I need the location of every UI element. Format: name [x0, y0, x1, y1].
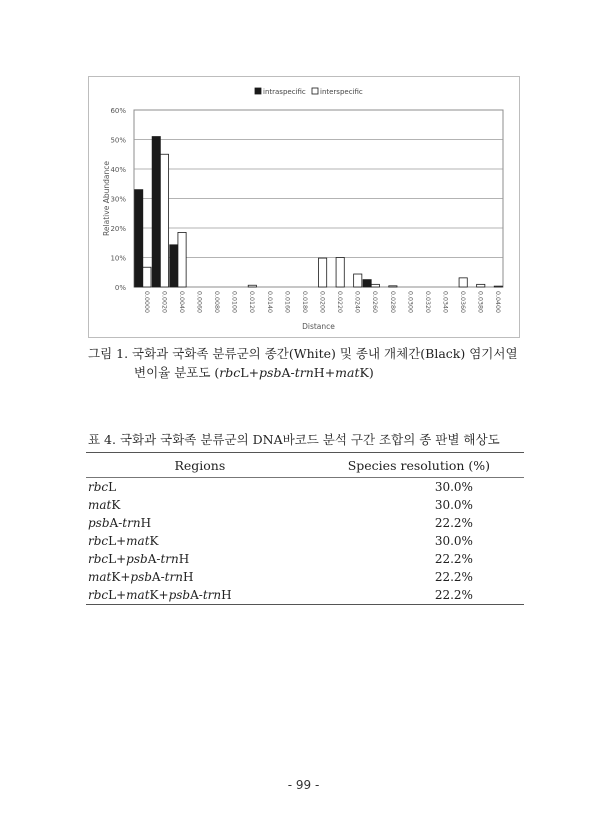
resolution-cell: 22.2% — [434, 570, 473, 584]
x-tick-label: 0.0360 — [459, 291, 467, 314]
bar-interspecific — [389, 286, 397, 287]
bar-interspecific — [248, 285, 256, 287]
bar-interspecific — [477, 284, 485, 287]
x-axis-label: Distance — [302, 322, 335, 331]
x-tick-label: 0.0120 — [248, 291, 256, 314]
x-tick-label: 0.0060 — [195, 291, 203, 314]
y-tick-label: 50% — [110, 136, 126, 145]
table-row — [86, 586, 524, 605]
region-cell: matK+psbA-trnH — [88, 570, 194, 584]
bar-interspecific — [336, 258, 344, 288]
region-cell: rbcL — [88, 480, 117, 494]
table-row — [86, 568, 524, 586]
region-cell: psbA-trnH — [88, 516, 152, 530]
figure-caption-line2: 변이율 분포도 (rbcL+psbA-trnH+matK) — [134, 365, 374, 380]
figure-caption-line1: 그림 1. 국화과 국화족 분류군의 종간(White) 및 종내 개체간(Black) 염기서열 — [88, 346, 518, 361]
region-cell: rbcL+matK — [88, 534, 159, 548]
x-tick-label: 0.0220 — [336, 291, 344, 314]
resolution-cell: 22.2% — [434, 516, 473, 530]
bar-interspecific — [143, 267, 151, 287]
resolution-cell: 22.2% — [314, 586, 524, 605]
resolution-cell: 30.0% — [434, 498, 473, 512]
bar-intraspecific — [135, 190, 143, 287]
x-tick-label: 0.0020 — [160, 291, 168, 314]
table-row — [86, 550, 524, 568]
bar-intraspecific — [152, 137, 160, 287]
y-tick-label: 20% — [110, 225, 126, 233]
table-row — [86, 478, 524, 497]
x-tick-label: 0.0000 — [142, 291, 150, 314]
x-tick-label: 0.0340 — [441, 291, 449, 314]
resolution-cell: 30.0% — [434, 534, 473, 548]
bar-interspecific — [178, 232, 186, 287]
table-header-row — [86, 453, 524, 478]
legend-swatch-intraspecific — [255, 88, 261, 94]
x-tick-label: 0.0300 — [406, 291, 414, 314]
header-regions: Regions — [86, 453, 314, 478]
region-cell: rbcL+matK+psbA-trnH — [86, 586, 314, 605]
x-tick-label: 0.0180 — [300, 291, 308, 314]
x-tick-label: 0.0400 — [494, 291, 502, 314]
y-tick-label: 10% — [110, 254, 126, 263]
x-tick-label: 0.0080 — [213, 291, 221, 314]
bar-interspecific — [494, 286, 502, 287]
x-tick-label: 0.0260 — [371, 291, 379, 314]
resolution-table — [86, 452, 524, 605]
distance-chart — [89, 77, 521, 339]
bar-interspecific — [160, 154, 168, 287]
header-resolution: Species resolution (%) — [314, 453, 524, 478]
legend-label-intraspecific: intraspecific — [263, 88, 306, 96]
x-tick-label: 0.0240 — [353, 291, 361, 314]
x-tick-label: 0.0280 — [388, 291, 396, 314]
page-number: - 99 - — [287, 778, 320, 792]
x-tick-label: 0.0200 — [318, 291, 326, 314]
bar-intraspecific — [170, 245, 178, 287]
resolution-cell: 30.0% — [434, 480, 473, 494]
bar-interspecific — [319, 258, 327, 287]
x-tick-label: 0.0040 — [177, 291, 185, 314]
y-tick-label: 0% — [114, 284, 126, 292]
bar-interspecific — [354, 274, 362, 287]
x-tick-label: 0.0320 — [423, 291, 431, 314]
region-cell: matK — [88, 498, 121, 512]
table-row — [86, 496, 524, 514]
bar-intraspecific — [363, 280, 371, 287]
y-tick-label: 60% — [110, 107, 126, 115]
legend-swatch-interspecific — [312, 88, 318, 94]
y-axis-label: Relative Abundance — [102, 161, 111, 236]
x-tick-label: 0.0100 — [230, 291, 238, 314]
bar-interspecific — [459, 278, 467, 287]
x-tick-label: 0.0380 — [476, 291, 484, 314]
bar-interspecific — [371, 284, 379, 287]
chart-figure — [88, 76, 520, 338]
x-tick-label: 0.0160 — [283, 291, 291, 314]
figure-caption — [88, 344, 528, 382]
y-tick-label: 40% — [110, 166, 126, 174]
x-tick-label: 0.0140 — [265, 291, 273, 314]
table-caption: 표 4. 국화과 국화족 분류군의 DNA바코드 분석 구간 조합의 종 판별 해상도 — [88, 432, 500, 447]
resolution-cell: 22.2% — [434, 552, 473, 566]
table-row — [86, 532, 524, 550]
region-cell: rbcL+psbA-trnH — [88, 552, 190, 566]
y-tick-label: 30% — [110, 195, 126, 204]
legend-label-interspecific: interspecific — [320, 88, 363, 96]
table-row — [86, 514, 524, 532]
